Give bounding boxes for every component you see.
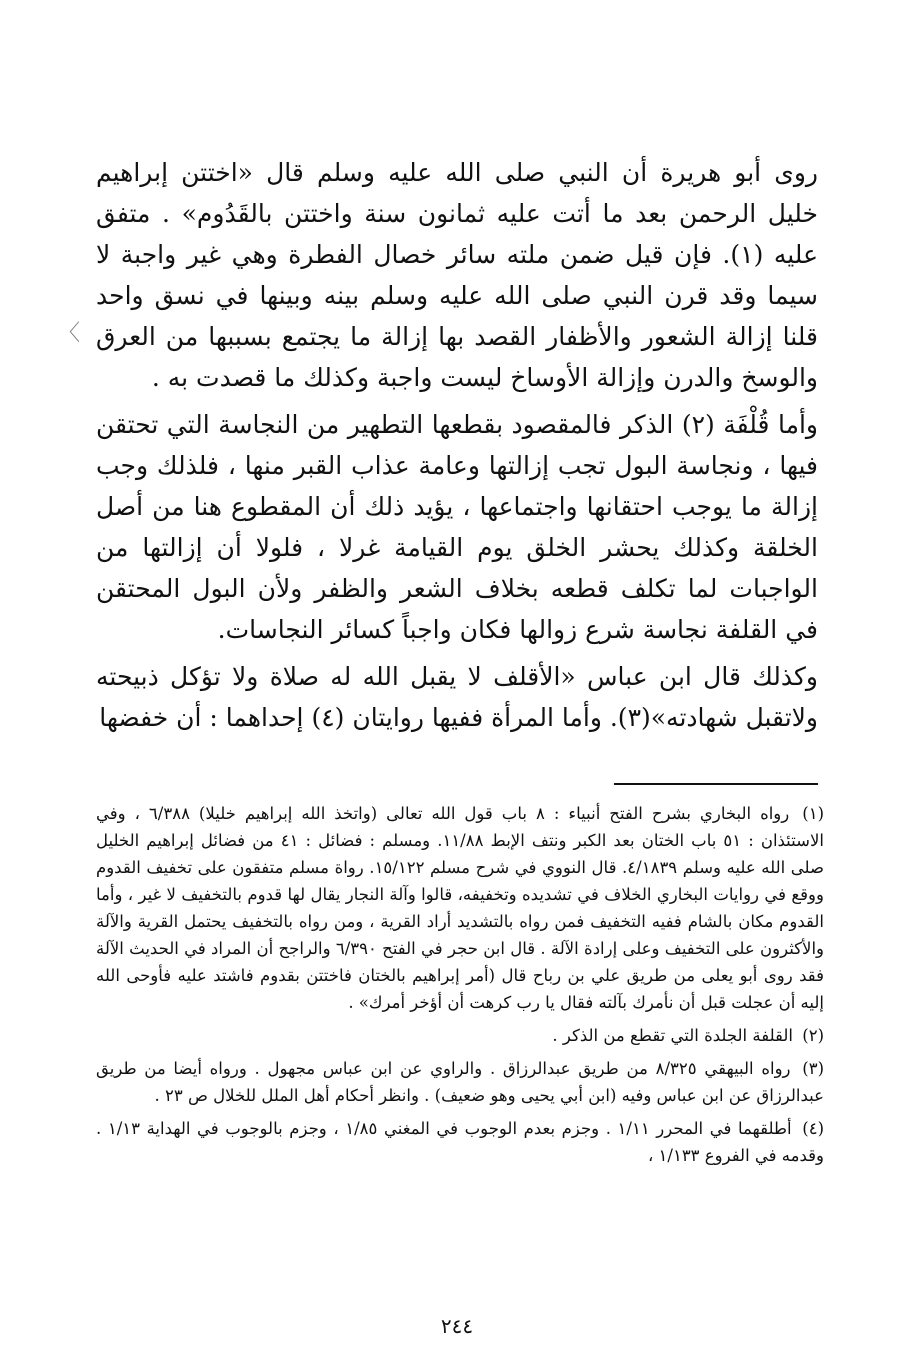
- footnote-3: [96, 1055, 824, 1109]
- footnote-4: [96, 1115, 824, 1169]
- paragraph-3: وكذلك قال ابن عباس «الأقلف لا يقبل الله له صلاة ولا تؤكل ذبيحته ولاتقبل شهادته»(٣). وأما المرأة ففيها روايتان (٤) إحداهما : أن خفضها: [96, 662, 818, 732]
- footnote-1: [96, 800, 824, 1016]
- footnote-divider: [614, 783, 818, 785]
- footnote-number: (١): [802, 804, 824, 823]
- main-text: [96, 152, 818, 738]
- footnote-text: رواه البخاري بشرح الفتح أنبياء : ٨ باب قول الله تعالى (واتخذ الله إبراهيم خليلا) ٦/٣٨٨ ، وفي الاستئذان : ٥١ باب الختان بعد الكبر ونتف الإبط ١١/٨٨. ومسلم : فضائل : ٤١ من فضائل إبراهيم الخليل صلى الله عليه وسلم ٤/١٨٣٩. قال النووي في شرح مسلم ١٥/١٢٢. رواة مسلم متفقون على تخفيف القدوم ووقع في روايات البخاري الخلاف في تشديده وتخفيفه، قالوا وآلة النجار يقال لها قدوم بالتخفيف لا غير ، وأما القدوم مكان بالشام ففيه التخفيف فمن رواه بالتشديد أراد القرية ، ومن رواه بالتخفيف يحتمل القرية والآلة والأكثرون على التخفيف وعلى إرادة الآلة . قال ابن حجر في الفتح ٦/٣٩٠ والراجح أن المراد في الحديث الآلة فقد روى أبو يعلى من طريق علي بن رباح قال (أمر إبراهيم بالختان فاختتن بقدوم فاشتد عليه فأوحى الله إليه أن عجلت قبل أن نأمرك بآلته فقال يا رب كرهت أن أؤخر أمرك» .: [96, 804, 825, 1012]
- margin-mark: 〈: [58, 321, 81, 346]
- footnote-text: أطلقهما في المحرر ١/١١ . وجزم بعدم الوجوب في المغني ١/٨٥ ، وجزم بالوجوب في الهداية ١/١٣ . وقدمه في الفروع ١/١٣٣ ،: [96, 1119, 824, 1165]
- paragraph-1: روى أبو هريرة أن النبي صلى الله عليه وسلم قال «اختتن إبراهيم خليل الرحمن بعد ما أتت عليه ثمانون سنة واختتن بالقَدُوم» . متفق عليه (١). فإن قيل ضمن ملته سائر خصال الفطرة وهي غير واجبة لا سيما وقد قرن النبي صلى الله عليه وسلم بينه وبينها في نسق واحد قلنا إزالة الشعور والأظفار القصد بها إزالة ما يجتمع بسببها من العرق والوسخ والدرن وإزالة الأوساخ ليست واجبة وكذلك ما قصدت به .: [96, 158, 818, 392]
- footnote-text: القلفة الجلدة التي تقطع من الذكر .: [552, 1026, 793, 1045]
- paragraph-2: وأما قُلْفَة (٢) الذكر فالمقصود بقطعها التطهير من النجاسة التي تحتقن فيها ، ونجاسة البول تجب إزالتها وعامة عذاب القبر منها ، فلذلك وجب إزالة ما يوجب احتقانها واجتماعها ، يؤيد ذلك أن المقطوع هنا من أصل الخلقة وكذلك يحشر الخلق يوم القيامة غرلا ، فلولا أن إزالتها من الواجبات لما تكلف قطعه بخلاف الشعر والظفر ولأن البول المحتقن في القلفة نجاسة شرع زوالها فكان واجباً كسائر النجاسات.: [96, 410, 819, 644]
- footnote-number: (٤): [802, 1119, 824, 1138]
- footnote-number: (٣): [802, 1059, 824, 1078]
- footnote-number: (٢): [802, 1026, 824, 1045]
- footnote-2: [96, 1022, 824, 1049]
- page-number: ٢٤٤: [440, 1314, 474, 1338]
- footnotes: [96, 800, 824, 1175]
- footnote-text: رواه البيهقي ٨/٣٢٥ من طريق عبدالرزاق . والراوي عن ابن عباس مجهول . ورواه أيضا من طريق عبدالرزاق عن ابن عباس وفيه (ابن أبي يحيى وهو ضعيف) . وانظر أحكام أهل الملل للخلال ص ٢٣ .: [96, 1059, 824, 1105]
